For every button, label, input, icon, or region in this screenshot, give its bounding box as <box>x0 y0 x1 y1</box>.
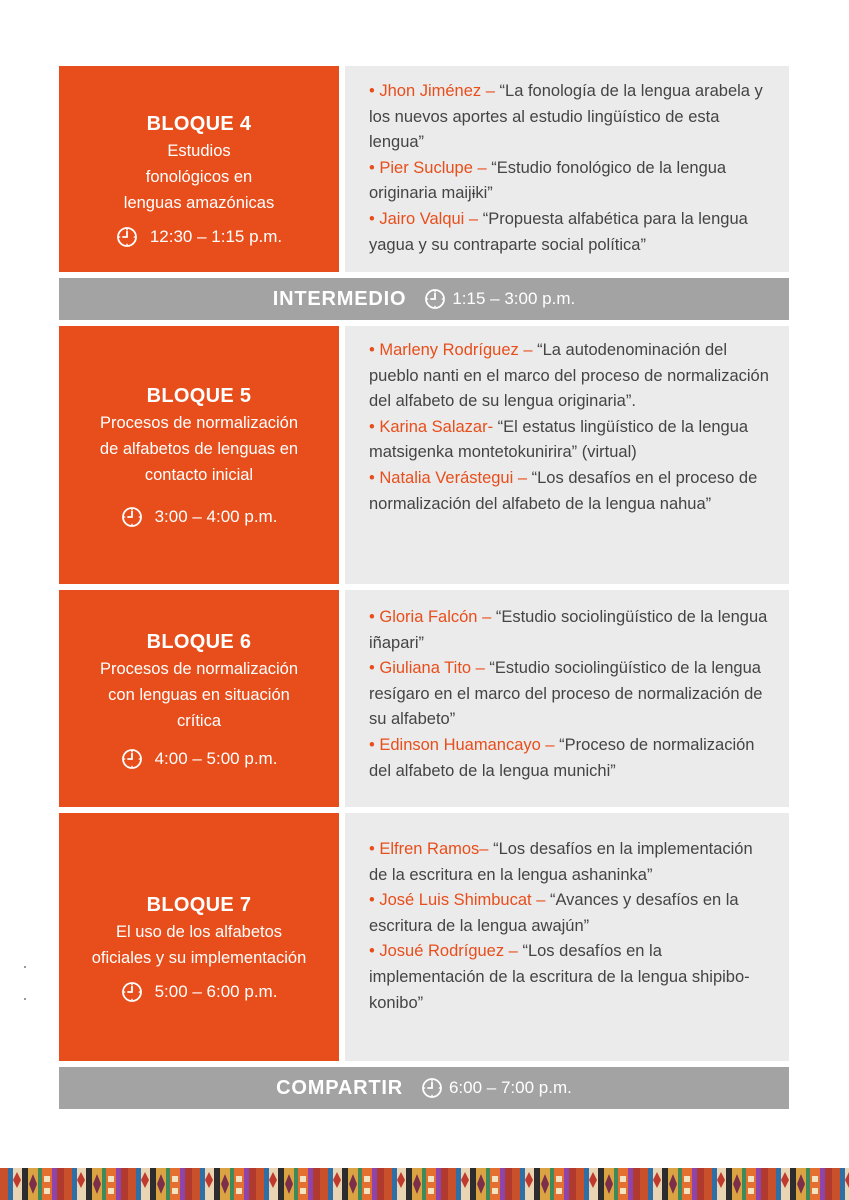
stray-mark <box>24 998 26 1000</box>
compartir-label: COMPARTIR <box>276 1076 403 1099</box>
talk-speaker: • Jairo Valqui – <box>369 209 479 228</box>
talk-title: “Estudio sociolingüístico de la lengua resígaro en el marco del proceso de normalización de su alfabeto” <box>369 659 763 729</box>
talk-speaker: • José Luis Shimbucat – <box>369 891 546 910</box>
block-subtitle-line: con lenguas en situación <box>108 685 290 704</box>
block-subtitle-line: crítica <box>176 711 221 730</box>
talk-item <box>369 939 771 1016</box>
block-4 <box>59 66 789 272</box>
compartir-time-text: 6:00 – 7:00 p.m. <box>448 1078 572 1097</box>
talk-item <box>369 656 771 733</box>
block-title: BLOQUE 7 <box>146 894 252 916</box>
intermedio-band <box>59 278 789 320</box>
talk-item <box>369 207 771 258</box>
talk-title: “Estudio fonológico de la lengua originaria maijɨki” <box>369 158 727 203</box>
block-4-header <box>59 66 339 272</box>
talk-title: “La fonología de la lengua arabela y los nuevos aportes al estudio lingüístico de esta lengua” <box>369 82 763 152</box>
talk-speaker: • Pier Suclupe – <box>369 158 487 177</box>
block-time-text: 3:00 – 4:00 p.m. <box>154 507 278 526</box>
clock-icon <box>424 288 446 310</box>
textile-border <box>0 1168 849 1200</box>
talk-item <box>369 338 771 415</box>
block-title: BLOQUE 4 <box>146 113 252 135</box>
talk-item <box>369 415 771 466</box>
block-6 <box>59 590 789 807</box>
talk-speaker: • Josué Rodríguez – <box>369 942 518 961</box>
textile-pattern <box>0 1168 849 1200</box>
block-7-header <box>59 813 339 1061</box>
block-time-text: 5:00 – 6:00 p.m. <box>154 982 278 1001</box>
talk-title: “Propuesta alfabética para la lengua yagua y su contraparte social política” <box>369 209 748 254</box>
talk-speaker: • Natalia Verástegui – <box>369 468 528 487</box>
intermedio-label: INTERMEDIO <box>272 287 407 310</box>
block-6-header <box>59 590 339 807</box>
clock-icon <box>116 226 138 248</box>
clock-icon <box>121 981 143 1003</box>
block-5-header <box>59 326 339 584</box>
talk-title: “Los desafíos en la implementación de la escritura de la lengua shipibo-konibo” <box>369 942 750 1012</box>
talk-title: “El estatus lingüístico de la lengua matsigenka montetokunirira” (virtual) <box>369 417 749 462</box>
talk-title: “Proceso de normalización del alfabeto de la lengua munichi” <box>369 735 755 780</box>
talk-title: “Avances y desafíos en la escritura de la lengua awajún” <box>369 891 739 935</box>
clock-icon <box>121 506 143 528</box>
block-subtitle-line: El uso de los alfabetos <box>115 923 283 941</box>
clock-icon <box>121 748 143 770</box>
talk-title: “Los desafíos en la implementación de la escritura en la lengua ashaninka” <box>369 840 753 884</box>
talk-title: “Los desafíos en el proceso de normalización del alfabeto de la lengua nahua” <box>369 468 758 513</box>
block-5 <box>59 326 789 584</box>
block-time <box>116 226 282 248</box>
block-5-talks <box>345 326 789 584</box>
talk-item <box>369 733 771 784</box>
talk-item <box>369 837 771 888</box>
block-time-text: 4:00 – 5:00 p.m. <box>154 748 278 768</box>
talk-speaker: • Karina Salazar- <box>369 417 494 436</box>
intermedio-time <box>424 288 575 310</box>
block-subtitle-line: fonológicos en <box>145 168 253 186</box>
block-subtitle-line: de alfabetos de lenguas en <box>99 440 299 458</box>
block-6-talks <box>345 590 789 807</box>
block-title: BLOQUE 6 <box>146 630 252 653</box>
talk-speaker: • Elfren Ramos– <box>369 840 489 858</box>
talk-speaker: • Jhon Jiménez – <box>369 82 495 100</box>
talk-speaker: • Marleny Rodríguez – <box>369 341 533 359</box>
talk-speaker: • Gloria Falcón – <box>369 608 492 626</box>
block-subtitle-line: lenguas amazónicas <box>123 194 275 212</box>
intermedio-time-text: 1:15 – 3:00 p.m. <box>452 289 576 308</box>
talk-title: “La autodenominación del pueblo nanti en el marco del proceso de normalización del alfabeto de su lengua originaria”. <box>369 341 769 411</box>
talk-item <box>369 605 771 656</box>
block-time <box>121 748 278 770</box>
block-subtitle-line: oficiales y su implementación <box>91 949 307 967</box>
compartir-time <box>421 1077 572 1099</box>
block-subtitle-line: Procesos de normalización <box>99 414 299 432</box>
talk-title: “Estudio sociolingüístico de la lengua iñapari” <box>369 608 768 652</box>
block-subtitle-line: Estudios <box>167 142 231 160</box>
talk-item <box>369 156 771 207</box>
block-subtitle-line: Procesos de normalización <box>99 659 299 678</box>
block-7 <box>59 813 789 1061</box>
block-7-talks <box>345 813 789 1061</box>
block-time <box>121 506 278 528</box>
block-time <box>121 981 278 1003</box>
talk-item <box>369 79 771 156</box>
talk-item <box>369 466 771 517</box>
talk-speaker: • Edinson Huamancayo – <box>369 735 555 754</box>
talk-item <box>369 888 771 939</box>
block-4-talks <box>345 66 789 272</box>
block-time-text: 12:30 – 1:15 p.m. <box>149 227 283 246</box>
stray-mark <box>24 966 26 968</box>
block-subtitle-line: contacto inicial <box>144 466 254 484</box>
compartir-band <box>59 1067 789 1109</box>
talk-speaker: • Giuliana Tito – <box>369 659 485 678</box>
block-title: BLOQUE 5 <box>146 385 252 407</box>
clock-icon <box>421 1077 443 1099</box>
